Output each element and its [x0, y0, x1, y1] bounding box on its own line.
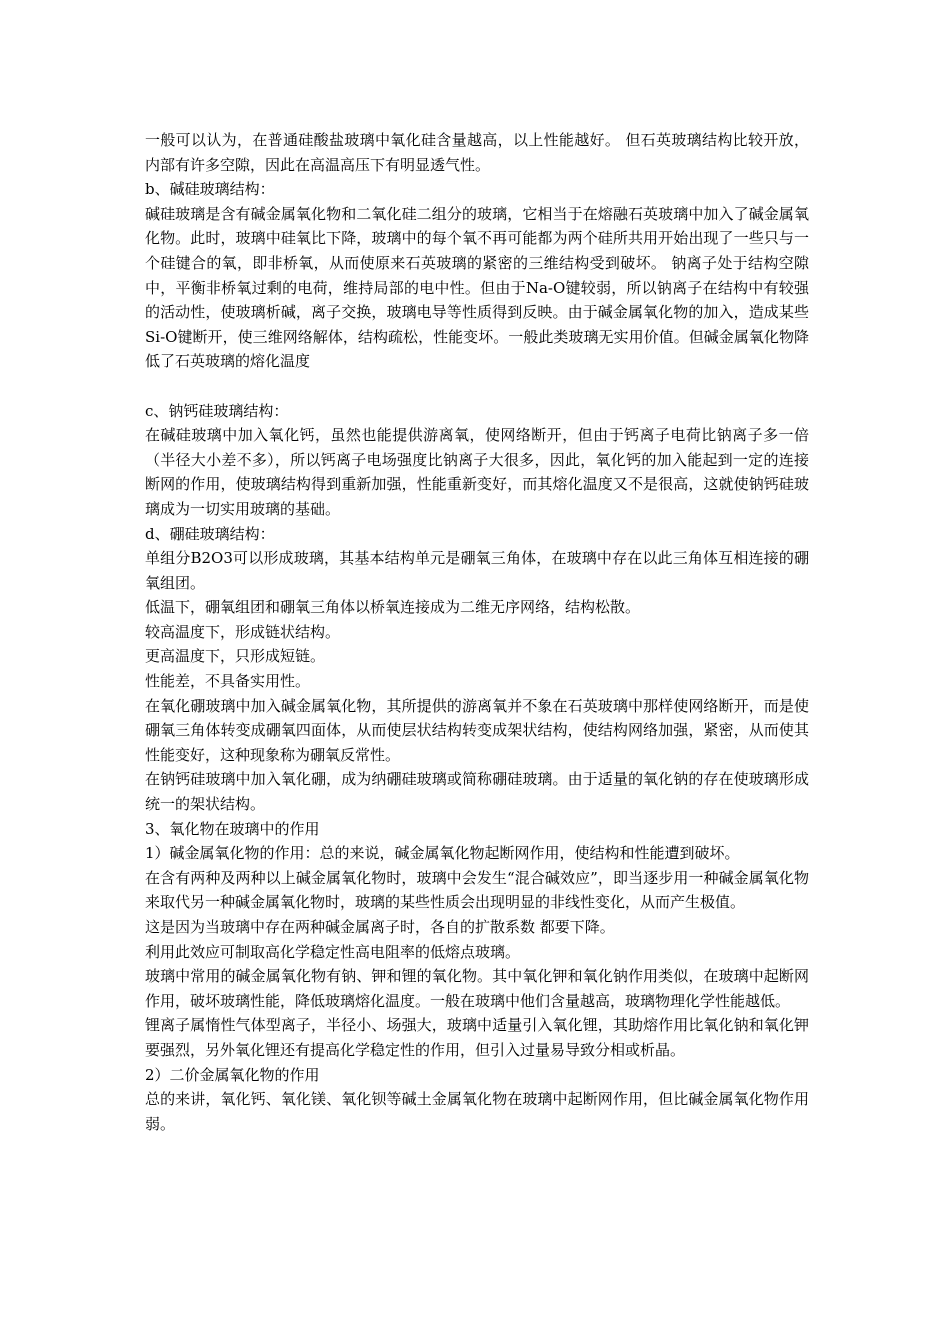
paragraph-sodium-borosilicate: 在钠钙硅玻璃中加入氧化硼，成为纳硼硅玻璃或简称硼硅玻璃。由于适量的氧化钠的存在使玻璃形成统一的架状结构。 — [145, 770, 809, 814]
blank-line — [145, 374, 809, 399]
paragraph-poor-performance: 性能差，不具备实用性。 — [145, 672, 311, 691]
paragraph-b2o3-glass: 单组分B2O3可以形成玻璃，其基本结构单元是硼氧三角体，在玻璃中存在以此三角体互相连接的硼氧组团。 — [145, 549, 809, 592]
paragraph-higher-temperature: 较高温度下，形成链状结构。 — [145, 622, 341, 641]
paragraph-boron-anomaly: 在氧化硼玻璃中加入碱金属氧化物，其所提供的游离氧并不象在石英玻璃中那样使网络断开，而是使硼氧三角体转变成硼氧四面体，从而使层状结构转变成架状结构，使结构网络加强，紧密，从而使其性能变好，这种现象称为硼氧反常性。 — [145, 696, 809, 764]
paragraph-lithium-oxide: 锂离子属惰性气体型离子，半径小、场强大，玻璃中适量引入氧化锂，其助熔作用比氧化钠和氧化钾要强烈，另外氧化锂还有提高化学稳定性的作用，但引入过量易导致分相或析晶。 — [145, 1016, 809, 1059]
paragraph-alkali-oxide-role: 1）碱金属氧化物的作用：总的来说，碱金属氧化物起断网作用，使结构和性能遭到破坏。 — [145, 844, 740, 863]
paragraph-low-temperature: 低温下，硼氧组团和硼氧三角体以桥氧连接成为二维无序网络，结构松散。 — [145, 598, 641, 617]
heading-alkali-silicate-glass: b、碱硅玻璃结构： — [145, 180, 275, 199]
heading-soda-lime-silicate-glass: c、钠钙硅玻璃结构： — [145, 401, 289, 420]
paragraph-alkaline-earth-oxides: 总的来讲，氧化钙、氧化镁、氧化钡等碱土金属氧化物在玻璃中起断网作用，但比碱金属氧化物作用弱。 — [145, 1090, 809, 1133]
paragraph-mixed-alkali-effect: 在含有两种及两种以上碱金属氧化物时，玻璃中会发生“混合碱效应”，即当逐步用一种碱金属氧化物来取代另一种碱金属氧化物时，玻璃的某些性质会出现明显的非线性变化，从而产生极值。 — [145, 868, 809, 912]
paragraph-silica-intro: 一般可以认为，在普通硅酸盐玻璃中氧化硅含量越高，以上性能越好。 但石英玻璃结构比较开放，内部有许多空隙，因此在高温高压下有明显透气性。 — [145, 131, 809, 174]
paragraph-common-alkali-oxides: 玻璃中常用的碱金属氧化物有钠、钾和锂的氧化物。其中氧化钾和氧化钠作用类似，在玻璃中起断网作用，破坏玻璃性能，降低玻璃熔化温度。一般在玻璃中他们含量越高，玻璃物理化学性能越低。 — [145, 967, 809, 1010]
paragraph-highest-temperature: 更高温度下，只形成短链。 — [145, 647, 326, 666]
paragraph-alkali-silicate: 碱硅玻璃是含有碱金属氧化物和二氧化硅二组分的玻璃，它相当于在熔融石英玻璃中加入了碱金属氧化物。此时，玻璃中硅氧比下降，玻璃中的每个氧不再可能都为两个硅所共用开始出现了一些只与一个硅键合的氧，即非桥氧，从而使原来石英玻璃的紧密的三维结构受到破坏。 钠离子处于结构空隙中，平衡非桥氧过剩的电荷，维持局部的电中性。但由于Na-O键较弱，所以钠离子在结构中有较强的活动性，使玻璃析碱，离子交换，玻璃电导等性质得到反映。由于碱金属氧化物的加入，造成某些Si-O键断开，使三维网络解体，结构疏松，性能变坏。一般此类玻璃无实用价值。但碱金属氧化物降低了石英玻璃的熔化温度 — [145, 204, 809, 371]
heading-oxide-roles: 3、氧化物在玻璃中的作用 — [145, 819, 320, 838]
paragraph-low-melting-glass: 利用此效应可制取高化学稳定性高电阻率的低熔点玻璃。 — [145, 942, 521, 961]
heading-divalent-oxides: 2）二价金属氧化物的作用 — [145, 1065, 320, 1084]
paragraph-soda-lime-silicate: 在碱硅玻璃中加入氧化钙，虽然也能提供游离氧，使网络断开，但由于钙离子电荷比钠离子多一倍（半径大小差不多），所以钙离子电场强度比钠离子大很多，因此，氧化钙的加入能起到一定的连接断网的作用，使玻璃结构得到重新加强，性能重新变好，而其熔化温度又不是很高，这就使钠钙硅玻璃成为一切实用玻璃的基础。 — [145, 426, 809, 518]
paragraph-diffusion-coefficient: 这是因为当玻璃中存在两种碱金属离子时，各自的扩散系数 都要下降。 — [145, 918, 615, 936]
document-body — [145, 128, 809, 1136]
heading-borosilicate-glass: d、硼硅玻璃结构： — [145, 524, 275, 543]
